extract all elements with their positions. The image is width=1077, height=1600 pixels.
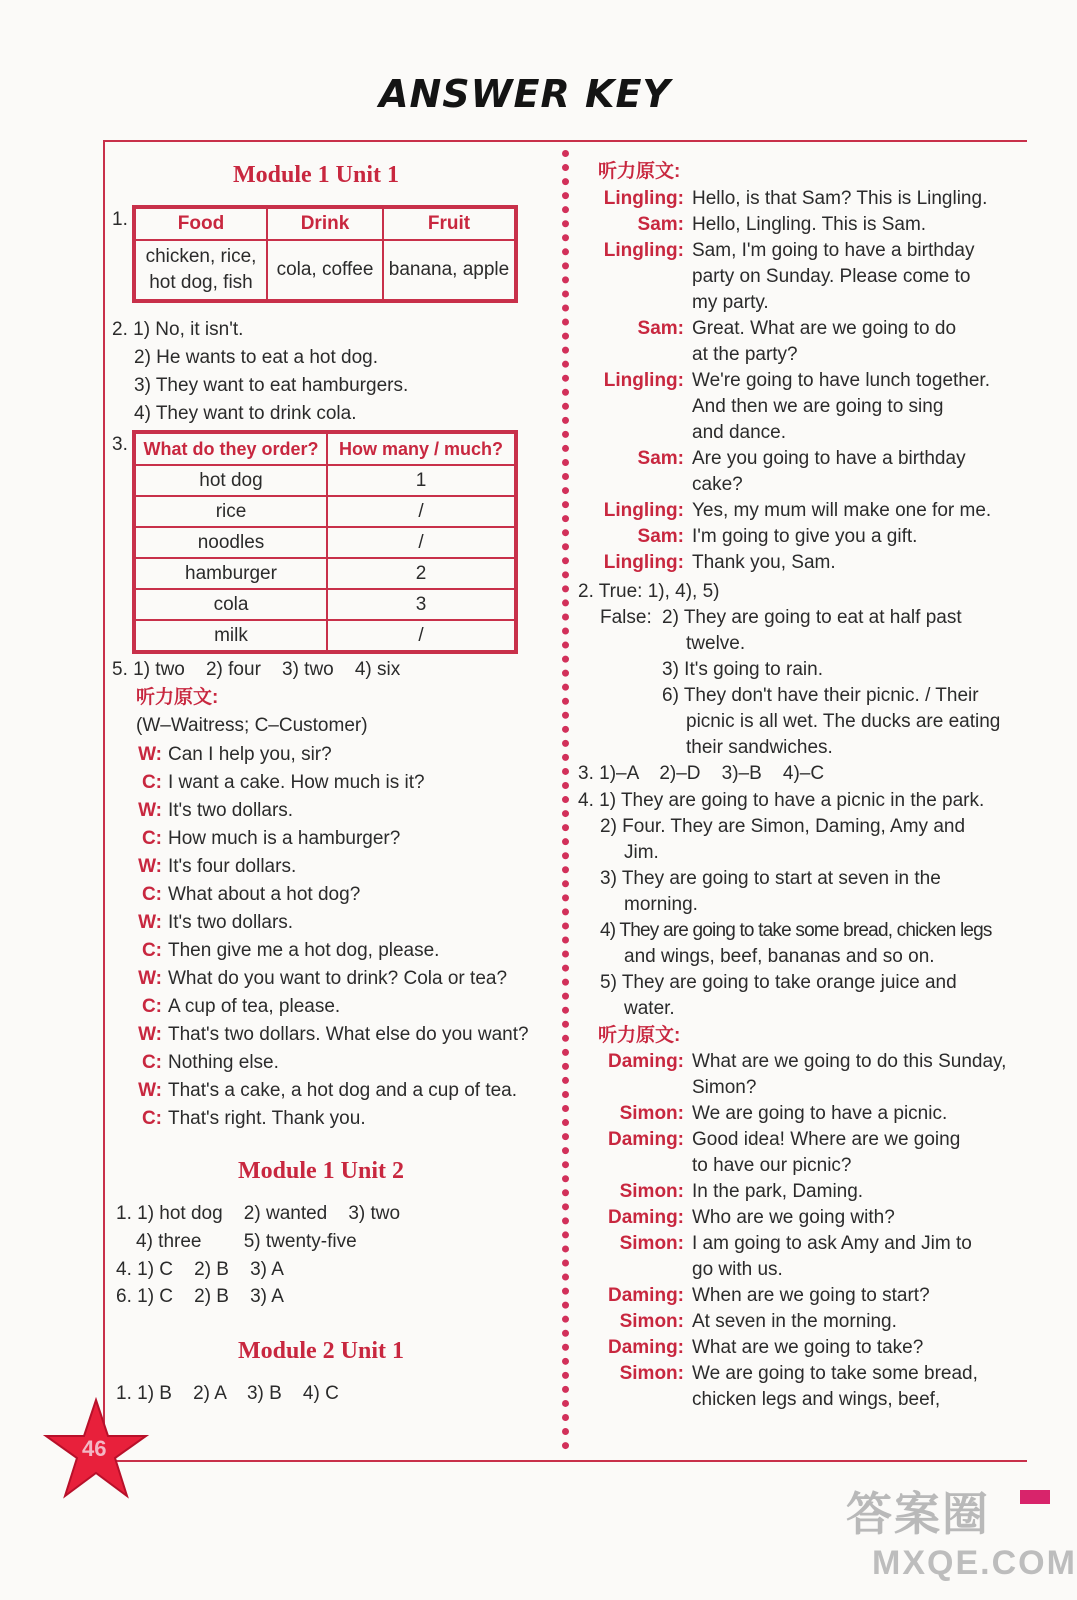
table-cell: hot dog xyxy=(135,465,327,496)
dialogue-line: Simon? xyxy=(692,1077,757,1098)
table-header: Drink xyxy=(267,208,383,240)
answer-line: 3. 1)–A 2)–D 3)–B 4)–C xyxy=(578,763,825,784)
speaker-label: Daming: xyxy=(608,1207,684,1228)
dialogue-line: And then we are going to sing xyxy=(692,396,944,417)
section-heading-m2u1: Module 2 Unit 1 xyxy=(238,1338,405,1364)
table-cell: 1 xyxy=(327,465,515,496)
dialogue-line: It's two dollars. xyxy=(168,912,294,933)
dialogue-line: In the park, Daming. xyxy=(692,1181,864,1202)
table-cell: milk xyxy=(135,620,327,651)
speaker-label: W: xyxy=(138,1080,162,1101)
speaker-label: C: xyxy=(141,1052,162,1073)
answer-line: picnic is all wet. The ducks are eating xyxy=(686,711,1001,732)
dialogue-line: Sam, I'm going to have a birthday xyxy=(692,240,975,261)
answer-line: 4) They are going to take some bread, chicken legs xyxy=(600,920,992,941)
speaker-label: Sam: xyxy=(637,214,684,235)
dialogue-line: It's two dollars. xyxy=(168,800,294,821)
watermark-url: MXQE.COM xyxy=(872,1544,1077,1582)
dialogue-line: How much is a hamburger? xyxy=(168,828,401,849)
table-header: What do they order? xyxy=(135,433,327,465)
answer-line: 2) He wants to eat a hot dog. xyxy=(134,347,378,368)
dialogue-line: I am going to ask Amy and Jim to xyxy=(692,1233,972,1254)
answer-line: 6. 1) C 2) B 3) A xyxy=(116,1286,284,1307)
dialogue-line: It's four dollars. xyxy=(168,856,297,877)
speaker-label: Daming: xyxy=(608,1285,684,1306)
table-cell: banana, apple xyxy=(383,240,515,300)
dialogue-line: We are going to have a picnic. xyxy=(692,1103,948,1124)
table-cell: chicken, rice, hot dog, fish xyxy=(135,240,267,300)
answer-line: 5. 1) two 2) four 3) two 4) six xyxy=(112,659,401,680)
dialogue-line: Who are we going with? xyxy=(692,1207,895,1228)
speaker-label: Daming: xyxy=(608,1129,684,1150)
table-cell: / xyxy=(327,620,515,651)
dialogue-line: Can I help you, sir? xyxy=(168,744,332,765)
dialogue-line: Nothing else. xyxy=(168,1052,279,1073)
table-header: Fruit xyxy=(383,208,515,240)
dialogue-line: We're going to have lunch together. xyxy=(692,370,990,391)
speaker-label: C: xyxy=(141,884,162,905)
speaker-label: W: xyxy=(138,856,162,877)
speaker-label: Simon: xyxy=(619,1233,684,1254)
table-cell: / xyxy=(327,496,515,527)
table-cell: cola xyxy=(135,589,327,620)
dialogue-line: Yes, my mum will make one for me. xyxy=(692,500,992,521)
false-label: False: xyxy=(600,607,652,628)
speaker-label: Daming: xyxy=(608,1051,684,1072)
dialogue-line: Then give me a hot dog, please. xyxy=(168,940,440,961)
answer-line: 4. 1) C 2) B 3) A xyxy=(116,1259,284,1280)
speaker-label: W: xyxy=(138,1024,162,1045)
answer-line: 2) They are going to eat at half past xyxy=(662,607,962,628)
watermark-logo: 答案圈 xyxy=(846,1488,990,1540)
table-cell: rice xyxy=(135,496,327,527)
speaker-label: C: xyxy=(141,828,162,849)
speaker-label: C: xyxy=(141,772,162,793)
q3-number: 3. xyxy=(112,434,128,455)
dialogue-line: party on Sunday. Please come to xyxy=(692,266,971,287)
table-cell: hamburger xyxy=(135,558,327,589)
speaker-label: Simon: xyxy=(619,1311,684,1332)
page-number: 46 xyxy=(82,1436,107,1461)
table-cell: 3 xyxy=(327,589,515,620)
section-heading-m1u1: Module 1 Unit 1 xyxy=(233,162,400,188)
table-cell: / xyxy=(327,527,515,558)
answer-line: 5) They are going to take orange juice and xyxy=(600,972,957,993)
answer-line: 4. 1) They are going to have a picnic in the park. xyxy=(578,790,985,811)
answer-line: 3) They are going to start at seven in the xyxy=(600,868,941,889)
script-label: 听力原文: xyxy=(136,687,219,708)
answer-line: 2. True: 1), 4), 5) xyxy=(578,581,720,602)
dialogue-line: Hello, is that Sam? This is Lingling. xyxy=(692,188,988,209)
answer-line: 1. 1) B 2) A 3) B 4) C xyxy=(116,1383,339,1404)
speaker-label: W: xyxy=(138,912,162,933)
script-label: 听力原文: xyxy=(598,1025,681,1046)
speaker-label: Sam: xyxy=(637,526,684,547)
speaker-label: W: xyxy=(138,968,162,989)
order-table xyxy=(134,432,516,652)
dialogue-line: What about a hot dog? xyxy=(168,884,361,905)
table-header: Food xyxy=(135,208,267,240)
speaker-label: Sam: xyxy=(637,448,684,469)
dialogue-line: That's two dollars. What else do you want? xyxy=(168,1024,529,1045)
dialogue-line: to have our picnic? xyxy=(692,1155,852,1176)
dialogue-line: Are you going to have a birthday xyxy=(692,448,966,469)
script-label: 听力原文: xyxy=(598,161,681,182)
answer-line: their sandwiches. xyxy=(686,737,833,758)
answer-line: and wings, beef, bananas and so on. xyxy=(624,946,935,967)
speaker-label: C: xyxy=(141,940,162,961)
answer-line: 3) They want to eat hamburgers. xyxy=(134,375,409,396)
dialogue-line: Thank you, Sam. xyxy=(692,552,836,573)
dialogue-line: I'm going to give you a gift. xyxy=(692,526,918,547)
answer-line: 4) They want to drink cola. xyxy=(134,403,357,424)
answer-line: 2) Four. They are Simon, Daming, Amy and xyxy=(600,816,966,837)
table-cell: 2 xyxy=(327,558,515,589)
speaker-label: Lingling: xyxy=(603,500,684,521)
dialogue-line: We are going to take some bread, xyxy=(692,1363,978,1384)
answer-line: Jim. xyxy=(624,842,659,863)
dialogue-line: at the party? xyxy=(692,344,798,365)
speaker-label: Lingling: xyxy=(603,188,684,209)
answer-line: 3) It's going to rain. xyxy=(662,659,823,680)
answer-line: 2. 1) No, it isn't. xyxy=(112,319,244,340)
dialogue-line: When are we going to start? xyxy=(692,1285,930,1306)
q1-number: 1. xyxy=(112,209,128,230)
dialogue-line: and dance. xyxy=(692,422,787,443)
answer-line: 4) three 5) twenty-five xyxy=(136,1231,357,1252)
dialogue-line: That's a cake, a hot dog and a cup of tea. xyxy=(168,1080,518,1101)
answer-line: 6) They don't have their picnic. / Their xyxy=(662,685,979,706)
answer-line: 1. 1) hot dog 2) wanted 3) two xyxy=(116,1203,401,1224)
column-divider xyxy=(562,150,569,1450)
dialogue-line: cake? xyxy=(692,474,743,495)
script-note: (W–Waitress; C–Customer) xyxy=(136,715,368,736)
speaker-label: Simon: xyxy=(619,1363,684,1384)
dialogue-line: That's right. Thank you. xyxy=(168,1108,366,1129)
dialogue-line: Good idea! Where are we going xyxy=(692,1129,961,1150)
speaker-label: C: xyxy=(141,1108,162,1129)
table-header: How many / much? xyxy=(327,433,515,465)
page-title: ANSWER KEY xyxy=(379,72,671,116)
table-cell: noodles xyxy=(135,527,327,558)
answer-line: twelve. xyxy=(686,633,746,654)
speaker-label: Lingling: xyxy=(603,370,684,391)
speaker-label: Sam: xyxy=(637,318,684,339)
dialogue-line: What do you want to drink? Cola or tea? xyxy=(168,968,508,989)
dialogue-line: What are we going to do this Sunday, xyxy=(692,1051,1007,1072)
dialogue-line: A cup of tea, please. xyxy=(168,996,341,1017)
speaker-label: Daming: xyxy=(608,1337,684,1358)
dialogue-line: At seven in the morning. xyxy=(692,1311,897,1332)
speaker-label: W: xyxy=(138,800,162,821)
speaker-label: C: xyxy=(141,996,162,1017)
dialogue-line: chicken legs and wings, beef, xyxy=(692,1389,941,1410)
dialogue-line: Great. What are we going to do xyxy=(692,318,957,339)
dialogue-line: go with us. xyxy=(692,1259,783,1280)
dialogue-line: What are we going to take? xyxy=(692,1337,924,1358)
dialogue-line: Hello, Lingling. This is Sam. xyxy=(692,214,927,235)
table-cell: cola, coffee xyxy=(267,240,383,300)
dialogue-line: my party. xyxy=(692,292,769,313)
answer-line: morning. xyxy=(624,894,698,915)
section-heading-m1u2: Module 1 Unit 2 xyxy=(238,1158,405,1184)
speaker-label: Simon: xyxy=(619,1103,684,1124)
food-drink-fruit-table xyxy=(134,207,516,301)
speaker-label: W: xyxy=(138,744,162,765)
speaker-label: Lingling: xyxy=(603,552,684,573)
corner-bar xyxy=(1020,1490,1050,1504)
speaker-label: Simon: xyxy=(619,1181,684,1202)
speaker-label: Lingling: xyxy=(603,240,684,261)
dialogue-line: I want a cake. How much is it? xyxy=(168,772,425,793)
answer-line: water. xyxy=(624,998,675,1019)
